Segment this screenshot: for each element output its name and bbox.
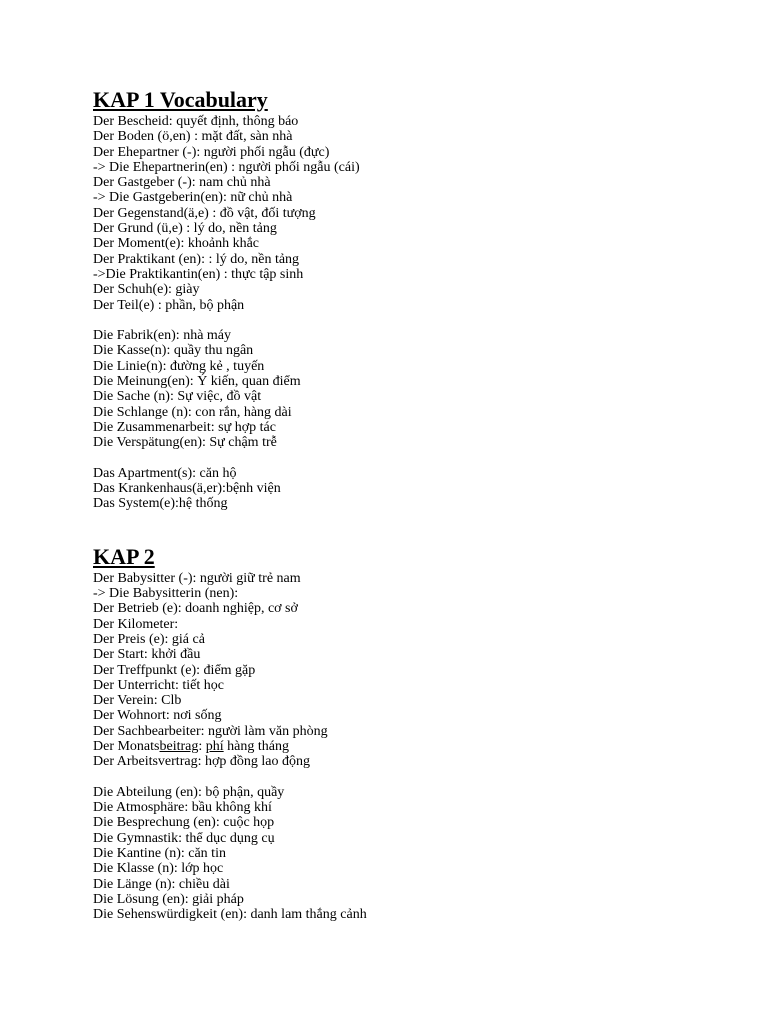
vocab-line: Die Kasse(n): quầy thu ngân	[93, 343, 254, 359]
monatsbeitrag-suffix: hàng tháng	[223, 738, 289, 754]
vocab-line: -> Die Babysitterin (nen):	[93, 586, 239, 602]
vocab-line: Der Unterricht: tiết học	[93, 677, 225, 693]
vocab-line: -> Die Ehepartnerin(en) : người phối ngẫu (cái)	[93, 159, 360, 175]
vocab-line: Der Boden (ö,en) : mặt đất, sàn nhà	[93, 129, 293, 145]
vocab-line: Die Lösung (en): giải pháp	[93, 891, 244, 907]
kap2-die-list	[93, 785, 733, 923]
vocab-line: Der Babysitter (-): người giữ trẻ nam	[93, 570, 301, 586]
vocab-line: Der Teil(e) : phần, bộ phận	[93, 297, 245, 313]
kap2-der-list	[93, 571, 733, 770]
vocab-line: Die Meinung(en): Ý kiến, quan điểm	[93, 374, 301, 390]
vocab-line: Der Kilometer:	[93, 616, 179, 632]
vocab-line: Der Verein: Clb	[93, 693, 182, 709]
vocab-line: Die Kantine (n): căn tin	[93, 846, 226, 862]
kap1-das-list	[93, 466, 733, 512]
vocab-line: Die Sache (n): Sự việc, đồ vật	[93, 389, 262, 405]
monatsbeitrag-separator: :	[198, 738, 206, 754]
vocab-line: Die Abteilung (en): bộ phận, quầy	[93, 784, 285, 800]
blank-line	[93, 451, 733, 466]
vocab-line: Die Länge (n): chiều dài	[93, 876, 230, 892]
kap1-die-list	[93, 328, 733, 450]
monatsbeitrag-underlined-word: beitrag	[159, 738, 199, 754]
vocab-line: Die Linie(n): đường kẻ , tuyến	[93, 358, 265, 374]
vocab-line: Die Gymnastik: thể dục dụng cụ	[93, 830, 275, 846]
vocab-line: Die Schlange (n): con rắn, hàng dài	[93, 404, 292, 420]
vocab-line: Der Schuh(e): giày	[93, 282, 200, 298]
vocab-line: Der Preis (e): giá cả	[93, 631, 205, 647]
vocab-line: Die Atmosphäre: bầu không khí	[93, 800, 272, 816]
blank-line	[93, 512, 733, 543]
blank-line	[93, 770, 733, 785]
vocab-line: Die Fabrik(en): nhà máy	[93, 328, 232, 344]
vocab-line: ->Die Praktikantin(en) : thực tập sinh	[93, 266, 304, 282]
vocab-line: Der Gastgeber (-): nam chủ nhà	[93, 175, 271, 191]
vocab-line: Die Besprechung (en): cuộc họp	[93, 815, 275, 831]
kap1-heading: KAP 1 Vocabulary	[93, 87, 268, 112]
monatsbeitrag-underlined-translation: phí	[205, 738, 224, 754]
kap1-der-list	[93, 114, 733, 313]
vocab-line: Der Sachbearbeiter: người làm văn phòng	[93, 723, 328, 739]
vocab-line: Die Klasse (n): lớp học	[93, 861, 224, 877]
vocab-line: Der Betrieb (e): doanh nghiệp, cơ sở	[93, 601, 298, 617]
blank-line	[93, 313, 733, 328]
vocab-line: Der Start: khởi đầu	[93, 647, 201, 663]
vocab-line: Der Arbeitsvertrag: hợp đồng lao động	[93, 754, 310, 770]
vocab-line: Der Treffpunkt (e): điểm gặp	[93, 662, 256, 678]
vocab-line-monatsbeitrag	[93, 739, 733, 754]
vocab-line: Das Krankenhaus(ä,er):bệnh viện	[93, 481, 281, 497]
kap2-heading: KAP 2	[93, 543, 155, 569]
vocab-line: Der Wohnort: nơi sống	[93, 708, 222, 724]
vocab-line: Die Verspätung(en): Sự chậm trễ	[93, 435, 277, 451]
vocab-line: Der Praktikant (en): : lý do, nền tảng	[93, 251, 300, 267]
vocab-line: Der Bescheid: quyết định, thông báo	[93, 114, 299, 129]
vocab-line: Der Ehepartner (-): người phối ngẫu (đực)	[93, 144, 330, 160]
vocab-line: Der Moment(e): khoảnh khắc	[93, 236, 259, 252]
vocab-line: Die Sehenswürdigkeit (en): danh lam thắng cảnh	[93, 907, 367, 923]
vocab-line: Die Zusammenarbeit: sự hợp tác	[93, 419, 276, 435]
vocab-line: -> Die Gastgeberin(en): nữ chủ nhà	[93, 190, 293, 206]
document-page	[93, 86, 733, 923]
monatsbeitrag-prefix: Der Monats	[93, 738, 160, 754]
vocab-line: Der Gegenstand(ä,e) : đồ vật, đối tượng	[93, 205, 316, 221]
vocab-line: Das Apartment(s): căn hộ	[93, 465, 237, 481]
vocab-line: Der Grund (ü,e) : lý do, nền tảng	[93, 221, 277, 237]
vocab-line: Das System(e):hệ thống	[93, 496, 228, 512]
